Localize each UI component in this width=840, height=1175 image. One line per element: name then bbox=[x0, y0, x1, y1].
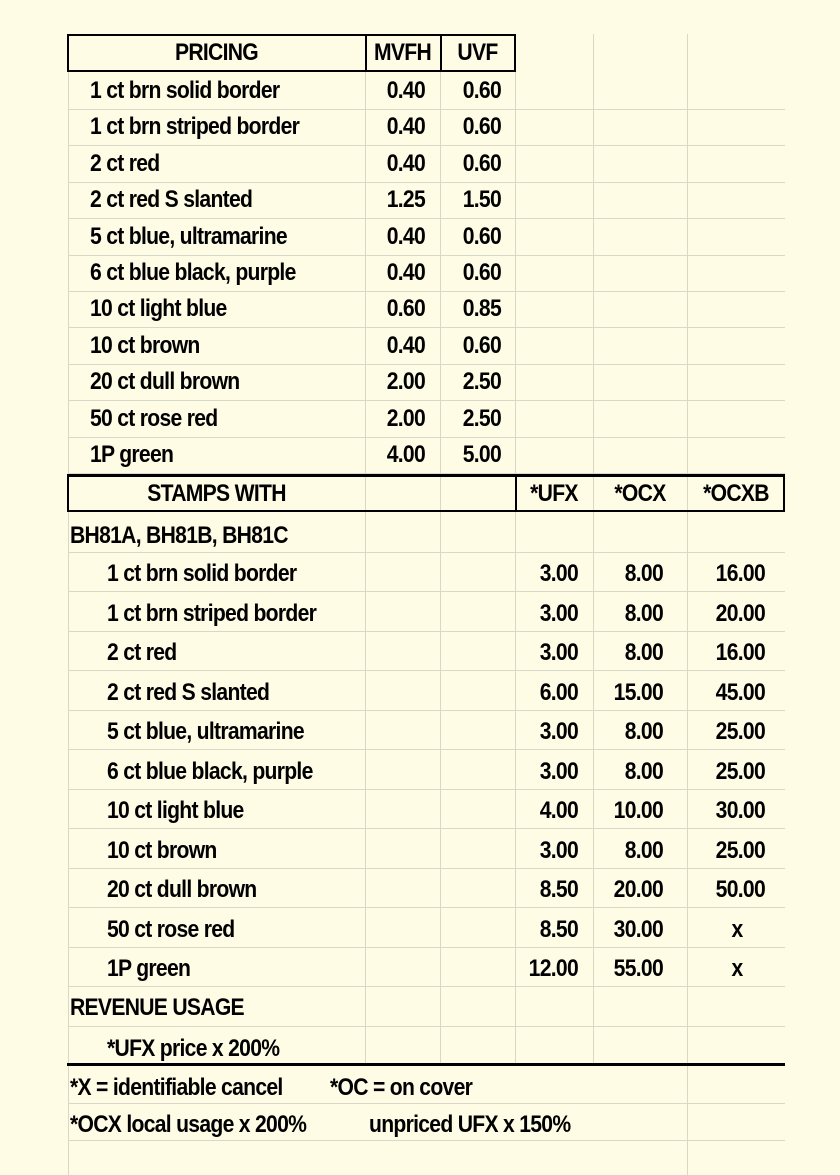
stamp-ocx-value: 8.00 bbox=[624, 639, 663, 666]
grid-line bbox=[687, 34, 688, 1175]
stamp-ocxb-value: 16.00 bbox=[715, 560, 765, 587]
grid-line bbox=[440, 34, 441, 1064]
stamp-ocx-value: 20.00 bbox=[613, 876, 663, 903]
grid-line bbox=[365, 34, 366, 1064]
pricing-mvfh-value: 4.00 bbox=[386, 441, 425, 468]
pricing-mvfh-value: 0.40 bbox=[386, 149, 425, 177]
stamp-ufx-value: 3.00 bbox=[539, 599, 578, 627]
stamp-ocxb-value: x bbox=[731, 955, 743, 982]
pricing-mvfh-value: 0.40 bbox=[386, 331, 425, 359]
pricing-item-name: 1 ct brn solid border bbox=[90, 77, 280, 104]
pricing-item-name: 1P green bbox=[90, 441, 174, 468]
footnote-unpriced: unpriced UFX x 150% bbox=[369, 1111, 571, 1138]
pricing-item-name: 2 ct red bbox=[90, 149, 160, 177]
pricing-mvfh-value: 2.00 bbox=[386, 368, 425, 396]
pricing-mvfh-value: 0.40 bbox=[386, 77, 425, 104]
stamp-ocx-value: 30.00 bbox=[613, 915, 663, 943]
header-divider bbox=[365, 34, 367, 72]
pricing-uvf-value: 0.60 bbox=[462, 113, 501, 141]
pricing-uvf-value: 0.85 bbox=[462, 295, 501, 323]
grid-line bbox=[515, 34, 516, 1064]
stamp-item-name: 1P green bbox=[107, 955, 191, 982]
pricing-mvfh-value: 2.00 bbox=[386, 404, 425, 432]
stamp-ocxb-value: 50.00 bbox=[715, 876, 765, 903]
pricing-mvfh-value: 0.40 bbox=[386, 222, 425, 250]
stamp-ufx-value: 8.50 bbox=[539, 876, 578, 903]
pricing-mvfh-value: 0.60 bbox=[386, 295, 425, 323]
stamp-ocxb-value: 16.00 bbox=[715, 639, 765, 666]
stamp-ocx-value: 8.00 bbox=[624, 560, 663, 587]
revenue-usage-note: *UFX price x 200% bbox=[107, 1035, 280, 1062]
stamp-ufx-value: 3.00 bbox=[539, 718, 578, 745]
pricing-uvf-value: 0.60 bbox=[462, 331, 501, 359]
stamp-item-name: 1 ct brn solid border bbox=[107, 560, 297, 587]
grid-line bbox=[593, 34, 594, 1064]
pricing-uvf-value: 0.60 bbox=[462, 77, 501, 104]
grid-line bbox=[68, 145, 785, 146]
pricing-uvf-value: 5.00 bbox=[462, 441, 501, 468]
section-rule bbox=[783, 474, 785, 512]
stamp-ufx-value: 3.00 bbox=[539, 836, 578, 864]
stamp-ocx-value: 15.00 bbox=[613, 678, 663, 706]
grid-line bbox=[68, 34, 69, 1175]
pricing-item-name: 1 ct brn striped border bbox=[90, 113, 300, 141]
stamps-header-ufx: *UFX bbox=[530, 480, 578, 507]
stamps-group-label: BH81A, BH81B, BH81C bbox=[70, 522, 288, 549]
stamp-ocx-value: 8.00 bbox=[624, 836, 663, 864]
pricing-uvf-value: 1.50 bbox=[462, 186, 501, 214]
pricing-mvfh-value: 1.25 bbox=[386, 186, 425, 214]
pricing-item-name: 50 ct rose red bbox=[90, 404, 218, 432]
stamp-ocxb-value: x bbox=[731, 915, 743, 943]
pricing-uvf-value: 2.50 bbox=[462, 404, 501, 432]
stamp-item-name: 50 ct rose red bbox=[107, 915, 235, 943]
stamp-ufx-value: 6.00 bbox=[539, 678, 578, 706]
stamp-ufx-value: 4.00 bbox=[539, 797, 578, 824]
pricing-mvfh-value: 0.40 bbox=[386, 259, 425, 286]
pricing-header-uvf: UVF bbox=[457, 39, 498, 66]
revenue-usage-label: REVENUE USAGE bbox=[70, 994, 244, 1021]
stamp-ocx-value: 8.00 bbox=[624, 718, 663, 745]
section-rule bbox=[515, 474, 517, 512]
pricing-header-label: PRICING bbox=[174, 39, 259, 66]
stamp-ocx-value: 8.00 bbox=[624, 757, 663, 785]
stamp-ocx-value: 10.00 bbox=[613, 797, 663, 824]
footnote-ocx: *OCX local usage x 200% bbox=[70, 1111, 307, 1138]
stamp-ufx-value: 8.50 bbox=[539, 915, 578, 943]
stamps-header-label: STAMPS WITH bbox=[147, 480, 286, 507]
stamp-ocxb-value: 20.00 bbox=[715, 599, 765, 627]
pricing-header-mvfh: MVFH bbox=[373, 39, 432, 66]
grid-line bbox=[68, 437, 785, 438]
pricing-item-name: 10 ct brown bbox=[90, 331, 200, 359]
stamp-item-name: 20 ct dull brown bbox=[107, 876, 257, 903]
stamp-item-name: 10 ct brown bbox=[107, 836, 217, 864]
stamp-ocxb-value: 25.00 bbox=[715, 757, 765, 785]
stamp-item-name: 2 ct red bbox=[107, 639, 177, 666]
stamp-ocxb-value: 25.00 bbox=[715, 836, 765, 864]
pricing-item-name: 6 ct blue black, purple bbox=[90, 259, 296, 286]
stamp-ocxb-value: 25.00 bbox=[715, 718, 765, 745]
footer-rule bbox=[67, 1063, 785, 1066]
pricing-mvfh-value: 0.40 bbox=[386, 113, 425, 141]
stamp-ufx-value: 3.00 bbox=[539, 639, 578, 666]
footnote-x: *X = identifiable cancel bbox=[70, 1074, 283, 1101]
stamp-ufx-value: 3.00 bbox=[539, 560, 578, 587]
pricing-item-name: 5 ct blue, ultramarine bbox=[90, 222, 287, 250]
stamp-ufx-value: 12.00 bbox=[528, 955, 578, 982]
pricing-item-name: 2 ct red S slanted bbox=[90, 186, 253, 214]
pricing-uvf-value: 0.60 bbox=[462, 149, 501, 177]
stamp-ocxb-value: 30.00 bbox=[715, 797, 765, 824]
stamp-item-name: 2 ct red S slanted bbox=[107, 678, 270, 706]
stamp-item-name: 10 ct light blue bbox=[107, 797, 244, 824]
stamp-ocx-value: 8.00 bbox=[624, 599, 663, 627]
stamp-ocxb-value: 45.00 bbox=[715, 678, 765, 706]
pricing-item-name: 20 ct dull brown bbox=[90, 368, 240, 396]
section-rule bbox=[67, 474, 69, 512]
pricing-uvf-value: 0.60 bbox=[462, 259, 501, 286]
stamp-item-name: 6 ct blue black, purple bbox=[107, 757, 313, 785]
header-divider bbox=[440, 34, 442, 72]
stamps-header-ocxb: *OCXB bbox=[703, 480, 769, 507]
pricing-uvf-value: 0.60 bbox=[462, 222, 501, 250]
pricing-item-name: 10 ct light blue bbox=[90, 295, 227, 323]
stamps-header-ocx: *OCX bbox=[614, 480, 666, 507]
stamp-item-name: 5 ct blue, ultramarine bbox=[107, 718, 304, 745]
stamp-ocx-value: 55.00 bbox=[613, 955, 663, 982]
stamp-item-name: 1 ct brn striped border bbox=[107, 599, 317, 627]
stamp-ufx-value: 3.00 bbox=[539, 757, 578, 785]
footnote-oc: *OC = on cover bbox=[330, 1074, 473, 1101]
pricing-uvf-value: 2.50 bbox=[462, 368, 501, 396]
